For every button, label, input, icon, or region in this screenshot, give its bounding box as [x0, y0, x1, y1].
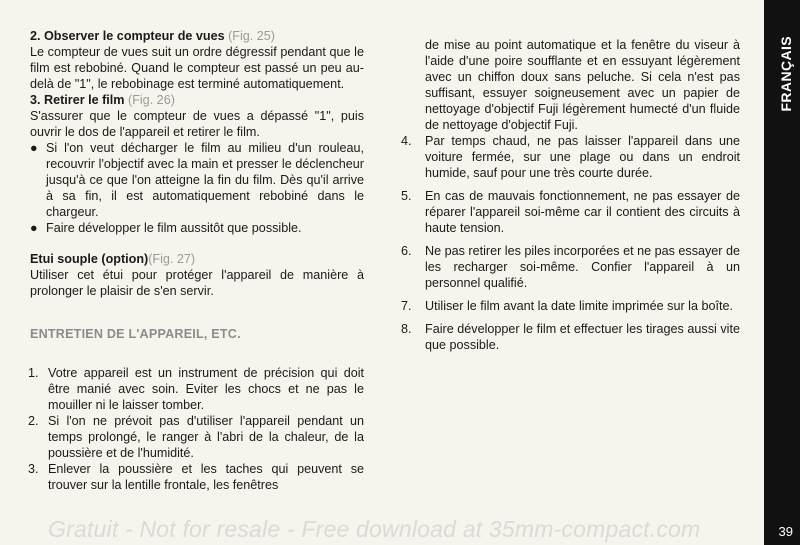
care-item — [30, 461, 364, 493]
care-item — [395, 133, 740, 181]
page-number: 39 — [778, 524, 793, 539]
care-item-number: 6. — [401, 244, 412, 258]
language-side-tab — [764, 0, 800, 545]
section-2 — [30, 28, 364, 92]
care-item-3-continuation: de mise au point automatique et la fenêtre du viseur à l'aide d'une poire soufflante et en essuyant légèrement avec un chiffon doux sans peluche. Si cela n'est pas suffisant, essuyer soigneusement avec un papier de nettoyage d'objectif Fuji légèrement humecté d'un fluide de nettoyage d'objectif Fuji. — [425, 38, 740, 132]
care-item-number: 7. — [401, 299, 412, 313]
bullet-icon: ● — [30, 221, 38, 235]
care-item-number: 2. — [28, 414, 39, 428]
care-item-number: 3. — [28, 462, 39, 476]
section-2-fig-ref: (Fig. 25) — [228, 29, 275, 43]
section-2-heading: 2. Observer le compteur de vues — [30, 29, 225, 43]
section-3-text: S'assurer que le compteur de vues a dépassé "1", puis ouvrir le dos de l'appareil et retirer le film. — [30, 109, 364, 139]
watermark: Gratuit - Not for resale - Free download at 35mm-compact.com — [48, 516, 701, 542]
care-item-text: En cas de mauvais fonctionnement, ne pas essayer de réparer l'appareil soi-même car il contient des circuits à haute tension. — [425, 189, 740, 235]
section-2-text: Le compteur de vues suit un ordre dégressif pendant que le film est rebobiné. Quand le compteur est passé un peu au-delà de "1", le rebobinage est terminé automatiquement. — [30, 45, 364, 91]
bullet-icon: ● — [30, 141, 38, 155]
care-item-number: 8. — [401, 322, 412, 336]
care-item-text: Utiliser le film avant la date limite imprimée sur la boîte. — [425, 299, 733, 313]
care-item — [395, 188, 740, 236]
etui-fig-ref: (Fig. 27) — [148, 252, 196, 266]
care-item-text: Par temps chaud, ne pas laisser l'appareil dans une voiture fermée, sur une plage ou dans un endroit humide, sauf pour une très courte durée. — [425, 134, 740, 180]
care-item-number: 1. — [28, 366, 39, 380]
bullet-item — [30, 140, 364, 220]
care-list-left — [30, 365, 364, 493]
care-item — [30, 413, 364, 461]
care-item-text: Faire développer le film et effectuer les tirages aussi vite que possible. — [425, 322, 740, 352]
section-3 — [30, 92, 364, 140]
bullet-item — [30, 220, 364, 236]
care-item-text: Enlever la poussière et les taches qui peuvent se trouver sur la lentille frontale, les fenêtres — [48, 462, 364, 492]
bullet-text: Faire développer le film aussitôt que possible. — [46, 221, 302, 235]
right-column — [395, 37, 740, 353]
section-3-heading: 3. Retirer le film — [30, 93, 125, 107]
care-item-text: Ne pas retirer les piles incorporées et ne pas essayer de les recharger soi-même. Confier l'appareil à un personnel qualifié. — [425, 244, 741, 290]
language-label: FRANÇAIS — [778, 36, 794, 112]
care-item-number: 5. — [401, 189, 412, 203]
bullet-text: Si l'on veut décharger le film au milieu d'un rouleau, recouvrir l'objectif avec la main et presser le déclencheur jusqu'à ce que l'on atteigne la fin du film. Dès qu'il arrive à sa fin, il est automatiquement rebobiné dans le chargeur. — [46, 141, 364, 219]
care-item-number: 4. — [401, 134, 412, 148]
care-item-text: Si l'on ne prévoit pas d'utiliser l'appareil pendant un temps prolongé, le ranger à l'abri de la chaleur, de la poussière et de l'humidité. — [48, 414, 364, 460]
care-list-right — [395, 133, 740, 353]
entretien-title: ENTRETIEN DE L'APPAREIL, ETC. — [30, 327, 241, 341]
etui-heading: Etui souple (option) — [30, 252, 149, 266]
care-item — [30, 365, 364, 413]
etui-section — [30, 251, 364, 299]
section-3-fig-ref: (Fig. 26) — [128, 93, 175, 107]
care-item — [395, 243, 740, 291]
etui-text: Utiliser cet étui pour protéger l'appareil de manière à prolonger le plaisir de s'en servir. — [30, 268, 364, 298]
left-column — [30, 28, 364, 493]
care-item — [395, 298, 740, 314]
care-item-text: Votre appareil est un instrument de précision qui doit être manié avec soin. Eviter les chocs et ne pas le mouiller ni le laisser tomber. — [48, 366, 364, 412]
care-item — [395, 321, 740, 353]
